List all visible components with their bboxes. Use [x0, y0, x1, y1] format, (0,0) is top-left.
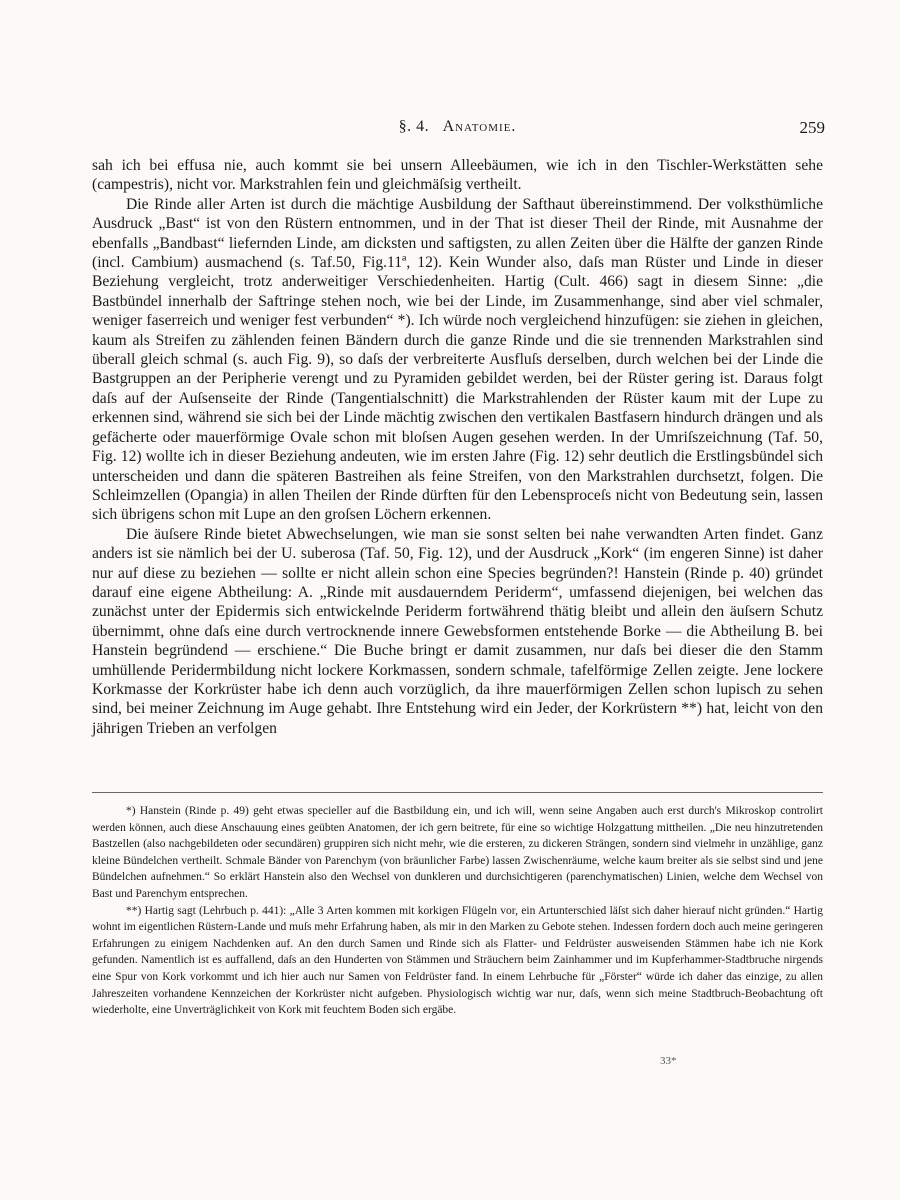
paragraph: Die äuſsere Rinde bietet Abwechselungen, wie man sie sonst selten bei nahe verwandten Arten findet. Ganz anders ist sie nämlich bei der U. suberosa (Taf. 50, Fig. 12), und der Ausdruck „Kork“ (im engeren Sinne) ist daher nur auf diese zu beziehen — sollte er nicht allein schon eine Species begründen?! Hanstein (Rinde p. 40) gründet darauf eine eigene Abtheilung: A. „Rinde mit ausdauerndem Periderm“, umfassend diejenigen, bei welchen das zunächst unter der Epidermis sich entwickelnde Periderm fortwährend thätig bleibt und allein den äuſsern Schutz übernimmt, ohne daſs eine durch vertrocknende innere Gewebsformen entstehende Borke — die Abtheilung B. bei Hanstein begründend — erschiene.“ Die Buche bringt er damit zusammen, nur daſs bei dieser die den Stamm umhüllende Peridermbildung nicht lockere Korkmassen, sondern schmale, tafelförmige Zellen zeigte. Jene lockere Korkmasse der Korkrüster habe ich denn auch vorzüglich, da ihre mauerförmigen Zellen schon lupisch zu sehen sind, bei meiner Zeichnung im Auge gehabt. Ihre Entstehung wird ein Jeder, der Korkrüstern **) hat, leicht von den jährigen Trieben an verfolgen: [92, 525, 823, 737]
running-head: [90, 118, 825, 142]
footnote: *) Hanstein (Rinde p. 49) geht etwas specieller auf die Bastbildung ein, und ich will, wenn seine Angaben auch erst durch's Mikroskop controlirt werden können, auch diese Anschauung eines geübten Anatomen, der ich gern beitrete, für eine so wichtige Holzgattung mittheilen. „Die neu hinzutretenden Bastzellen (also nachgebildeten oder secundären) gruppiren sich nicht mehr, wie die ersteren, zu dickeren Strängen, sondern sind vielmehr in unzählige, ganz kleine Bündelchen vertheilt. Schmale Bänder von Parenchym (von bräunlicher Farbe) lassen Zwischenräume, welche kaum breiter als sie selbst sind und jene Bündelchen aufnehmen.“ So erklärt Hanstein also den Wechsel von dunkleren und durchsichtigeren (parenchymatischen) Linien, welche dem Wechsel von Bast und Parenchym entsprechen.: [92, 805, 823, 900]
footnotes: [92, 803, 823, 1019]
main-text: [92, 156, 823, 738]
running-title: [90, 118, 825, 136]
paragraph: Die Rinde aller Arten ist durch die mächtige Ausbildung der Safthaut übereinstimmend. Der volksthümliche Ausdruck „Bast“ ist von den Rüstern entnommen, und in der That ist dieser Theil der Rinde, mit Ausnahme der ebenfalls „Bandbast“ liefernden Linde, am dicksten und saftigsten, zu allen Zeiten über die Hälfte der ganzen Rinde (incl. Cambium) ausmachend (s. Taf.50, Fig.11ª, 12). Kein Wunder also, daſs man Rüster und Linde in dieser Beziehung vergleicht, trotz anderweitiger Verschiedenheiten. Hartig (Cult. 466) sagt in diesem Sinne: „die Bastbündel innerhalb der Saftringe stehen noch, wie bei der Linde, im Zusammenhange, sind aber viel schmaler, weniger faserreich und weniger fest verbunden“ *). Ich würde noch vergleichend hinzufügen: sie ziehen in gleichen, kaum als Streifen zu zählenden feinen Bändern durch die ganze Rinde und die sie trennenden Markstrahlen sind überall gleich schmal (s. auch Fig. 9), so daſs der verbreiterte Ausfluſs derselben, durch welchen bei der Linde die Bastgruppen an der Peripherie verengt und zu Pyramiden gebildet werden, bei der Rüster gering ist. Daraus folgt daſs auf der Auſsenseite der Rinde (Tangentialschnitt) die Markstrahlenden der Rüster kaum mit der Lupe zu erkennen sind, während sie sich bei der Linde mächtig zwischen den vertikalen Bastfasern hindurch drängen und als gefächerte oder mauerförmige Ovale schon mit bloſsen Augen gesehen werden. In der Umriſszeichnung (Taf. 50, Fig. 12) wollte ich in dieser Beziehung andeuten, wie im ersten Jahre (Fig. 12) sehr deutlich die Erstlingsbündel sich unterscheiden und dann die späteren Bastreihen als feine Streifen, von den Markstrahlen durchsetzt, folgen. Die Schleimzellen (Opangia) in allen Theilen der Rinde dürften für den Lebensproceſs nicht von Bedeutung sein, lassen sich übrigens schon mit Lupe an den groſsen Löchern erkennen.: [92, 195, 823, 524]
page-number: 259: [799, 118, 825, 137]
signature-mark: 33*: [660, 1055, 677, 1067]
section-number: §. 4.: [398, 118, 430, 135]
chapter-title: Anatomie.: [442, 118, 517, 135]
footnote: **) Hartig sagt (Lehrbuch p. 441): „Alle 3 Arten kommen mit korkigen Flügeln vor, ein Artunterschied läſst sich daher hierauf nicht gründen.“ Hartig wohnt im eigentlichen Rüstern-Lande und muſs mehr Erfahrung haben, als mir in den Marken zu Gebote stehen. Indessen fordern doch auch meine geringeren Erfahrungen zu einigem Nachdenken auf. An den durch Samen und Rinde sich als Flatter- und Feldrüster ausweisenden Stämmen habe ich nie Kork gefunden. Namentlich ist es auffallend, daſs an den Hunderten von Stämmen und Sträuchern beim Zainhammer und im Kupferhammer-Stadtbruche nirgends eine Spur von Kork vorkommt und ich hier auch nur Samen von Feldrüster fand. In einem Lehrbuche für „Förster“ würde ich daher das einzige, zu allen Jahreszeiten vorhandene Kennzeichen der Korkrüster nicht aufgeben. Physiologisch wichtig war nur, daſs, wenn sich meine Stadtbruch-Beobachtung oft wiederholte, eine Unverträglichkeit von Kork mit feuchtem Boden sich ergäbe.: [92, 904, 823, 1017]
paragraph: sah ich bei effusa nie, auch kommt sie bei unsern Alleebäumen, wie ich in den Tischler-Werkstätten sehe (campestris), nicht vor. Markstrahlen fein und gleichmäſsig vertheilt.: [92, 157, 823, 194]
footnote-rule: [92, 792, 823, 793]
